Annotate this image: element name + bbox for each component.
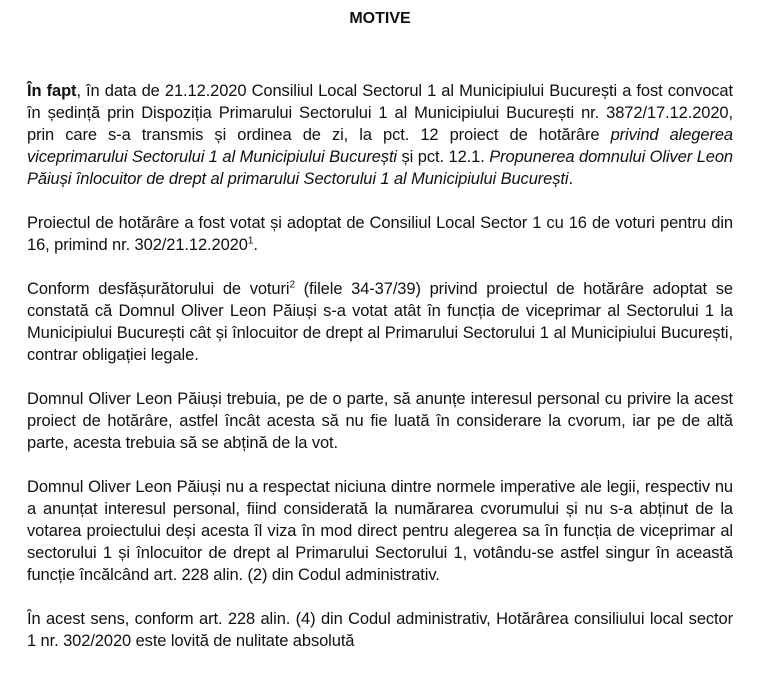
paragraph-text: În acest sens, conform art. 228 alin. (4) din Codul administrativ, Hotărârea consiliului local sector 1 nr. 302/2020 este lovită de nulitate absolută	[27, 610, 733, 650]
paragraph-nullity	[27, 608, 733, 652]
paragraph-text: , în data de 21.12.2020 Consiliul Local Sectorul 1 al Municipiului București a fost convocat în ședință prin Dispoziția Primarului Sectorului 1 al Municipiului București nr. 3872/17.12.2020, prin care s-a transmis și ordinea de zi, la pct. 12 proiect de hotărâre	[27, 82, 733, 144]
paragraph-violation	[27, 476, 733, 586]
paragraph-text: și pct. 12.1.	[397, 148, 490, 166]
paragraph-text: (filele 34-37/39) privind proiectul de hotărâre adoptat se constată că Domnul Oliver Leon Păiuși s-a votat atât în funcția de viceprimar al Sectorului 1 la Municipiului București cât și înlocuitor de drept al Primarului Sectorului 1 al Municipiului București, contrar obligației legale.	[27, 280, 733, 364]
paragraph-text: Conform desfășurătorului de voturi	[27, 280, 290, 298]
document-page	[27, 0, 733, 652]
footnote-marker[interactable]: 2	[289, 279, 295, 291]
paragraph-text: .	[568, 170, 573, 188]
italic-text: Propunerea domnului Oliver Leon Păiuși înlocuitor de drept al primarului Sectorului 1 al Municipiului București	[27, 148, 734, 188]
paragraph-obligation	[27, 388, 733, 454]
lead-bold-text: În fapt	[27, 82, 77, 100]
paragraph-text: Domnul Oliver Leon Păiuși trebuia, pe de o parte, să anunțe interesul personal cu privire la acest proiect de hotărâre, astfel încât acesta să nu fie luată în considerare la cvorum, iar pe de altă parte, acesta trebuia să se abțină de la vot.	[27, 390, 733, 452]
paragraph-in-fapt	[27, 80, 733, 190]
paragraph-text: Domnul Oliver Leon Păiuși nu a respectat niciuna dintre normele imperative ale legii, respectiv nu a anunțat interesul personal, fiind considerată la numărarea cvorumului și nu s-a abținut de la votarea proiectului deși acesta îl viza în mod direct pentru alegerea sa în funcția de viceprimar al sectorului 1 și înlocuitor de drept al Primarului Sectorului 1, votându-se astfel singur în această funcție încălcând art. 228 alin. (2) din Codul administrativ.	[27, 478, 733, 584]
paragraph-vote-result	[27, 212, 733, 256]
footnote-marker[interactable]: 1	[247, 235, 254, 247]
paragraph-text: .	[253, 236, 258, 254]
document-title: MOTIVE	[349, 10, 411, 27]
paragraph-vote-record	[27, 278, 733, 366]
paragraph-text: Proiectul de hotărâre a fost votat și adoptat de Consiliul Local Sector 1 cu 16 de voturi pentru din 16, primind nr. 302/21.12.2020	[27, 214, 733, 254]
italic-text: privind alegerea viceprimarului Sectorului 1 al Municipiului București	[27, 126, 733, 166]
